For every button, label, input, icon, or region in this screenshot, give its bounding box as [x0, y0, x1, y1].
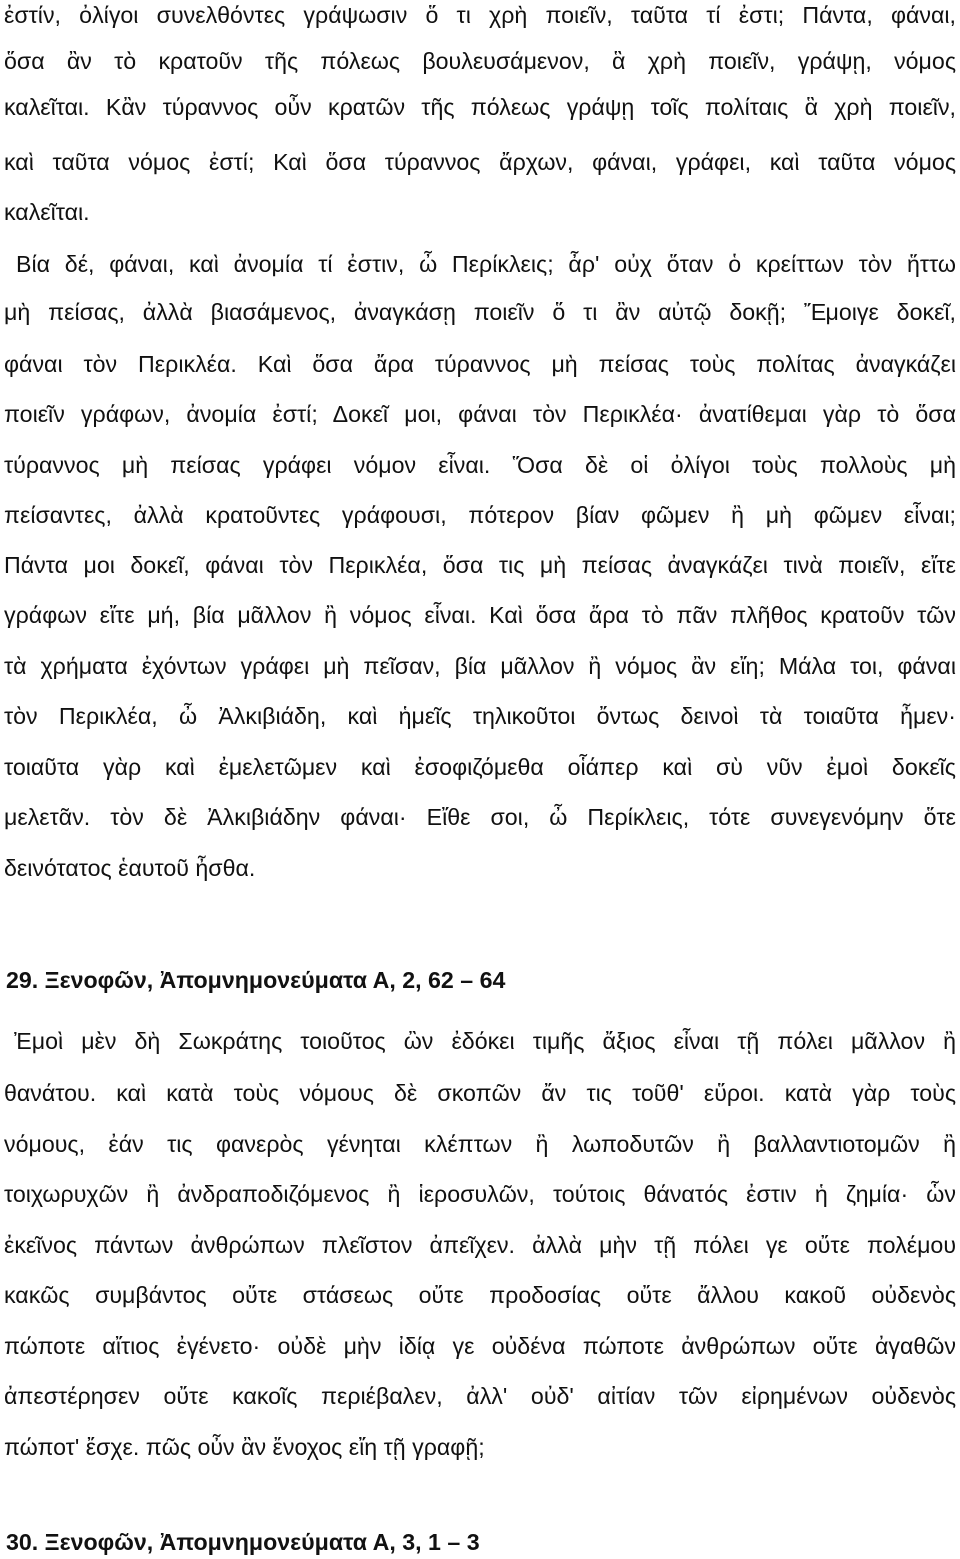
- text-line: νόμους, ἐάν τις φανερὸς γένηται κλέπτων ἢ λωποδυτῶν ἢ βαλλαντιοτομῶν ἢ: [4, 1131, 956, 1157]
- section-heading: 29. Ξενοφῶν, Ἀπομνημονεύματα Α, 2, 62 – 64: [6, 967, 506, 993]
- text-line: Πάντα μοι δοκεῖ, φάναι τὸν Περικλέα, ὅσα τις μὴ πείσας ἀναγκάζει τινὰ ποιεῖν, εἴτε: [4, 552, 956, 578]
- text-line: καλεῖται.: [4, 199, 90, 225]
- text-line: θανάτου. καὶ κατὰ τοὺς νόμους δὲ σκοπῶν ἄν τις τοῦθ' εὕροι. κατὰ γὰρ τοὺς: [4, 1080, 956, 1106]
- text-line: ἀπεστέρησεν οὔτε κακοῖς περιέβαλεν, ἀλλ' οὐδ' αἰτίαν τῶν εἰρημένων οὐδενὸς: [4, 1383, 956, 1409]
- text-line: ὅσα ἂν τὸ κρατοῦν τῆς πόλεως βουλευσάμενον, ἃ χρὴ ποιεῖν, γράψῃ, νόμος: [4, 48, 956, 74]
- text-line: καὶ ταῦτα νόμος ἐστί; Καὶ ὅσα τύραννος ἄρχων, φάναι, γράφει, καὶ ταῦτα νόμος: [4, 149, 956, 175]
- text-line: πώποτ' ἔσχε. πῶς οὖν ἂν ἔνοχος εἴη τῇ γραφῇ;: [4, 1434, 485, 1460]
- section-heading: 30. Ξενοφῶν, Ἀπομνημονεύματα Α, 3, 1 – 3: [6, 1529, 480, 1555]
- text-line: τὸν Περικλέα, ὦ Ἀλκιβιάδη, καὶ ἡμεῖς τηλικοῦτοι ὄντως δεινοὶ τὰ τοιαῦτα ἦμεν·: [4, 703, 956, 729]
- text-line: γράφων εἴτε μή, βία μᾶλλον ἢ νόμος εἶναι. Καὶ ὅσα ἄρα τὸ πᾶν πλῆθος κρατοῦν τῶν: [4, 602, 956, 628]
- text-line: Βία δέ, φάναι, καὶ ἀνομία τί ἐστιν, ὦ Περίκλεις; ἆρ' οὐχ ὅταν ὁ κρείττων τὸν ἥττω: [16, 251, 956, 277]
- text-line: μὴ πείσας, ἀλλὰ βιασάμενος, ἀναγκάσῃ ποιεῖν ὅ τι ἂν αὐτῷ δοκῇ; Ἔμοιγε δοκεῖ,: [4, 299, 956, 325]
- text-line: φάναι τὸν Περικλέα. Καὶ ὅσα ἄρα τύραννος μὴ πείσας τοὺς πολίτας ἀναγκάζει: [4, 351, 956, 377]
- text-line: Ἐμοὶ μὲν δὴ Σωκράτης τοιοῦτος ὢν ἐδόκει τιμῆς ἄξιος εἶναι τῇ πόλει μᾶλλον ἢ: [14, 1028, 956, 1054]
- text-line: δεινότατος ἑαυτοῦ ἦσθα.: [4, 855, 256, 881]
- text-line: κακῶς συμβάντος οὔτε στάσεως οὔτε προδοσίας οὔτε ἄλλου κακοῦ οὐδενὸς: [4, 1282, 956, 1308]
- text-line: μελετᾶν. τὸν δὲ Ἀλκιβιάδην φάναι· Εἴθε σοι, ὦ Περίκλεις, τότε συνεγενόμην ὅτε: [4, 804, 956, 830]
- text-line: τοιαῦτα γὰρ καὶ ἐμελετῶμεν καὶ ἐσοφιζόμεθα οἷάπερ καὶ σὺ νῦν ἐμοὶ δοκεῖς: [4, 754, 956, 780]
- text-line: ἐστίν, ὀλίγοι συνελθόντες γράψωσιν ὅ τι χρὴ ποιεῖν, ταῦτα τί ἐστι; Πάντα, φάναι,: [4, 2, 956, 28]
- text-line: τοιχωρυχῶν ἢ ἀνδραποδιζόμενος ἢ ἱεροσυλῶν, τούτοις θάνατός ἐστιν ἡ ζημία· ὧν: [4, 1181, 956, 1207]
- text-line: τὰ χρήματα ἐχόντων γράφει μὴ πεῖσαν, βία μᾶλλον ἢ νόμος ἂν εἴη; Μάλα τοι, φάναι: [4, 653, 956, 679]
- text-line: ἐκεῖνος πάντων ἀνθρώπων πλεῖστον ἀπεῖχεν. ἀλλὰ μὴν τῇ πόλει γε οὔτε πολέμου: [4, 1232, 956, 1258]
- text-line: ποιεῖν γράφων, ἀνομία ἐστί; Δοκεῖ μοι, φάναι τὸν Περικλέα· ἀνατίθεμαι γὰρ τὸ ὅσα: [4, 401, 956, 427]
- text-line: τύραννος μὴ πείσας γράφει νόμον εἶναι. Ὅσα δὲ οἱ ὀλίγοι τοὺς πολλοὺς μὴ: [4, 452, 956, 478]
- text-line: πώποτε αἴτιος ἐγένετο· οὐδὲ μὴν ἰδίᾳ γε οὐδένα πώποτε ἀνθρώπων οὔτε ἀγαθῶν: [4, 1333, 956, 1359]
- text-line: καλεῖται. Κἂν τύραννος οὖν κρατῶν τῆς πόλεως γράψῃ τοῖς πολίταις ἃ χρὴ ποιεῖν,: [4, 94, 956, 120]
- text-line: πείσαντες, ἀλλὰ κρατοῦντες γράφουσι, πότερον βίαν φῶμεν ἢ μὴ φῶμεν εἶναι;: [4, 502, 956, 528]
